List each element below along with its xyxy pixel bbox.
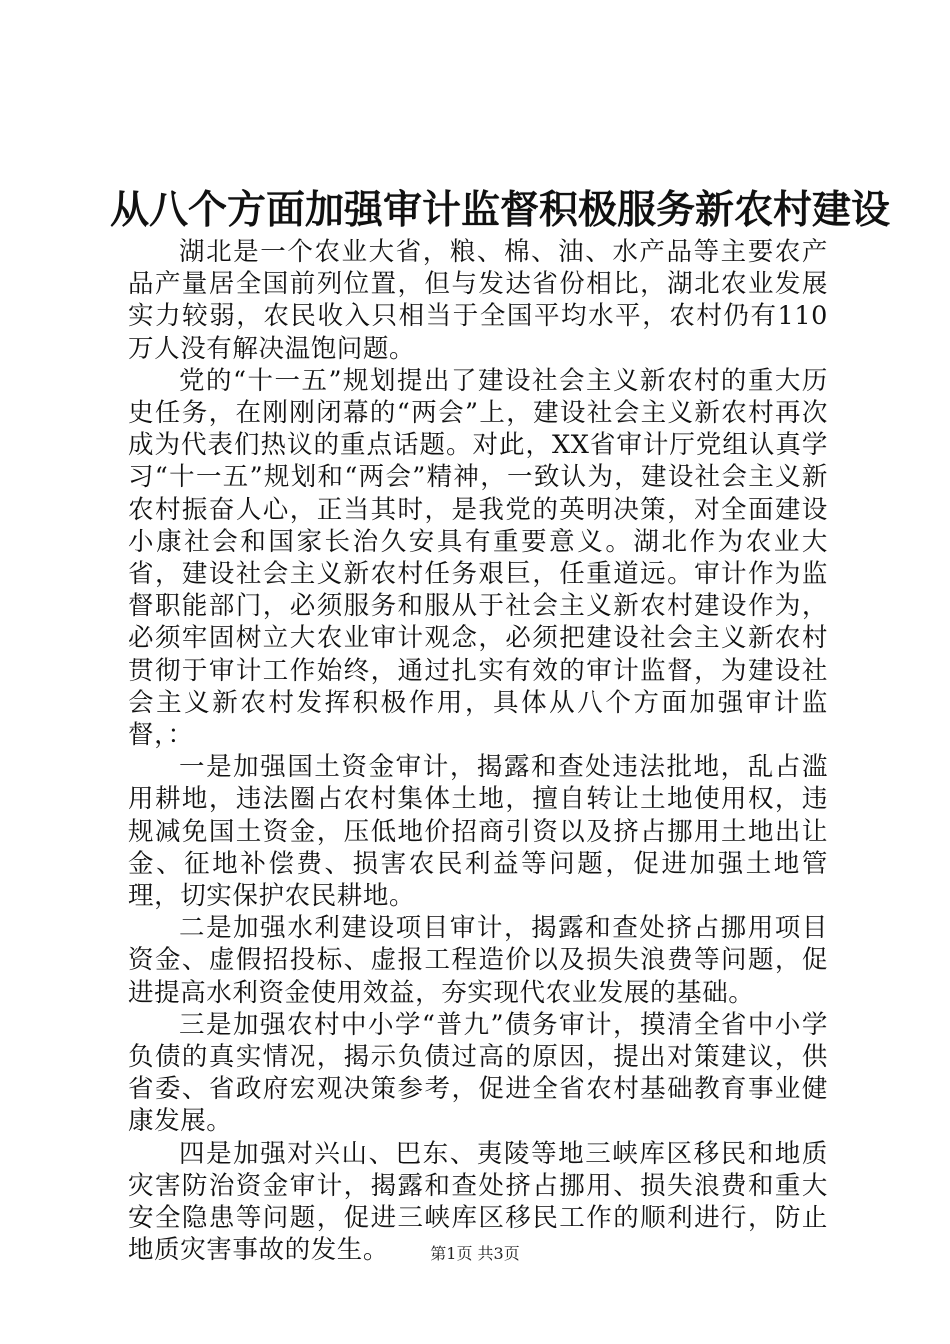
paragraph-point-three: 三是加强农村中小学“普九”债务审计，摸清全省中小学负债的真实情况，揭示负债过高的原因，提出对策建议，供省委、省政府宏观决策参考，促进全省农村基础教育事业健康发展。	[128, 1009, 828, 1137]
page-footer: 第1页 共3页	[430, 1244, 520, 1263]
paragraph-context: 党的“十一五”规划提出了建设社会主义新农村的重大历史任务，在刚刚闭幕的“两会”上，建设社会主义新农村再次成为代表们热议的重点话题。对此，XX省审计厅党组认真学习“十一五”规划和“两会”精神，一致认为，建设社会主义新农村振奋人心，正当其时，是我党的英明决策，对全面建设小康社会和国家长治久安具有重要意义。湖北作为农业大省，建设社会主义新农村任务艰巨，任重道远。审计作为监督职能部门，必须服务和服从于社会主义新农村建设作为，必须牢固树立大农业审计观念，必须把建设社会主义新农村贯彻于审计工作始终，通过扎实有效的审计监督，为建设社会主义新农村发挥积极作用，具体从八个方面加强审计监督，：	[128, 365, 828, 751]
paragraph-point-two: 二是加强水利建设项目审计，揭露和查处挤占挪用项目资金、虚假招投标、虚报工程造价以及损失浪费等问题，促进提高水利资金使用效益，夯实现代农业发展的基础。	[128, 913, 828, 1008]
document-title: 从八个方面加强审计监督积极服务新农村建设	[110, 187, 891, 233]
paragraph-point-four: 四是加强对兴山、巴东、夷陵等地三峡库区移民和地质灾害防治资金审计，揭露和查处挤占挪用、损失浪费和重大安全隐患等问题，促进三峡库区移民工作的顺利进行，防止地质灾害事故的发生。	[128, 1138, 828, 1266]
paragraph-point-one: 一是加强国土资金审计，揭露和查处违法批地，乱占滥用耕地，违法圈占农村集体土地，擅自转让土地使用权，违规减免国土资金，压低地价招商引资以及挤占挪用土地出让金、征地补偿费、损害农民利益等问题，促进加强土地管理，切实保护农民耕地。	[128, 752, 828, 912]
paragraph-intro: 湖北是一个农业大省，粮、棉、油、水产品等主要农产品产量居全国前列位置，但与发达省份相比，湖北农业发展实力较弱，农民收入只相当于全国平均水平，农村仍有110万人没有解决温饱问题。	[128, 237, 828, 364]
document-body	[128, 236, 828, 1267]
